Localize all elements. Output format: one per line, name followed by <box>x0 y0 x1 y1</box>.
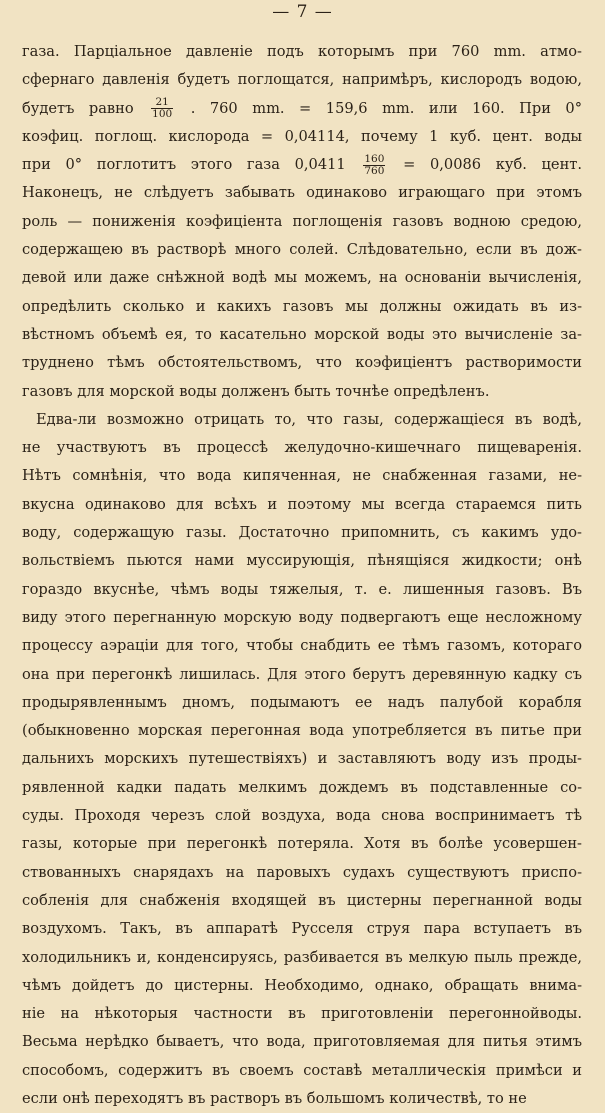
text-line: сфернаго давленія будетъ поглощатся, напримѣръ, кислородъ водою, <box>22 71 582 89</box>
text-line: она при перегонкѣ лишилась. Для этого берутъ деревянную кадку съ <box>22 665 582 683</box>
text-line: газа. Парціальное давленіе подъ которымъ при 760 mm. атмо- <box>22 43 582 60</box>
text-line: ствованныхъ снарядахъ на паровыхъ судахъ существуютъ приспо- <box>22 863 582 881</box>
text-line: чѣмъ дойдетъ до цистерны. Необходимо, однако, обращать внима- <box>22 976 582 994</box>
fraction-numerator: 160 <box>364 152 385 165</box>
text-line: продырявленнымъ дномъ, подымаютъ ее надъ палубой корабля <box>22 693 582 711</box>
text-line: ніе на нѣкоторыя частности въ приготовленіи перегоннойводы. <box>22 1005 582 1023</box>
text-line: Едва-ли возможно отрицать то, что газы, содержащіеся въ водѣ, <box>36 410 582 428</box>
text-line: процессу аэраціи для того, чтобы снабдить ее тѣмъ газомъ, котораго <box>22 637 582 655</box>
text-line: суды. Проходя черезъ слой воздуха, вода снова воспринимаетъ тѣ <box>22 807 582 825</box>
text-line: коэфиц. поглощ. кислорода = 0,04114, почему 1 куб. цент. воды <box>22 127 582 145</box>
line-segment: . 760 mm. = 159,6 mm. или 160. При 0° <box>190 99 582 117</box>
text-line: холодильникъ и, конденсируясь, разбивается въ мелкую пыль прежде, <box>22 948 582 966</box>
text-line: воду, содержащую газы. Достаточно припомнить, съ какимъ удо- <box>22 524 582 542</box>
text-line: (обыкновенно морская перегонная вода употребляется въ питье при <box>22 722 582 740</box>
text-line: вольствіемъ пьются нами муссирующія, пѣнящіяся жидкости; онѣ <box>22 552 582 570</box>
page-number: — 7 — <box>272 2 333 22</box>
text-line: гораздо вкуснѣе, чѣмъ воды тяжелыя, т. е. лишенныя газовъ. Въ <box>22 580 582 598</box>
fraction-numerator: 21 <box>151 97 173 109</box>
text-line: Нѣтъ сомнѣнія, что вода кипяченная, не снабженная газами, не- <box>22 467 582 485</box>
body-text <box>22 38 582 1113</box>
text-line: виду этого перегнанную морскую воду подвергаютъ еще несложному <box>22 608 582 626</box>
fraction <box>363 154 385 177</box>
text-line: содержащею въ растворѣ много солей. Слѣдовательно, если въ дож- <box>22 241 582 259</box>
line-segment: при 0° поглотитъ этого газа 0,0411 <box>22 156 346 174</box>
text-line: девой или даже снѣжной водѣ мы можемъ, на основаніи вычисленія, <box>22 269 582 287</box>
text-line <box>22 95 582 123</box>
fraction-denominator: 100 <box>152 108 173 121</box>
text-line: газы, которые при перегонкѣ потеряла. Хотя въ болѣе усовершен- <box>22 835 582 853</box>
text-line: Наконецъ, не слѣдуетъ забывать одинаково играющаго при этомъ <box>22 184 582 202</box>
text-line: если онѣ переходятъ въ растворъ въ большомъ количествѣ, то не <box>22 1089 527 1107</box>
text-line <box>22 151 582 179</box>
line-segment: будетъ равно <box>22 99 134 117</box>
text-line: роль — пониженія коэфиціента поглощенія газовъ водною средою, <box>22 212 582 230</box>
line-segment: = 0,0086 куб. цент. <box>403 156 582 174</box>
text-line: вкусна одинаково для всѣхъ и поэтому мы всегда стараемся пить <box>22 495 582 513</box>
fraction-denominator: 760 <box>364 164 385 177</box>
text-line: вѣстномъ объемѣ ея, то касательно морской воды это вычисленіе за- <box>22 325 582 343</box>
text-line: не участвуютъ въ процессѣ желудочно-кишечнаго пищеваренія. <box>22 439 582 457</box>
text-line: Весьма нерѣдко бываетъ, что вода, приготовляемая для питья этимъ <box>22 1033 582 1051</box>
text-line: рявленной кадки падать мелкимъ дождемъ въ подставленные со- <box>22 778 582 796</box>
text-line: способомъ, содержитъ въ своемъ составѣ металлическія примѣси и <box>22 1061 582 1079</box>
text-line: дальнихъ морскихъ путешествіяхъ) и заставляютъ воду изъ проды- <box>22 750 582 768</box>
fraction <box>151 97 173 120</box>
text-line: опредѣлить сколько и какихъ газовъ мы должны ожидать въ из- <box>22 297 582 315</box>
text-line: газовъ для морской воды долженъ быть точнѣе опредѣленъ. <box>22 382 490 400</box>
text-line: собленія для снабженія входящей въ цистерны перегнанной воды <box>22 891 582 909</box>
text-line: воздухомъ. Такъ, въ аппаратѣ Русселя струя пара вступаетъ въ <box>22 920 582 938</box>
text-line: труднено тѣмъ обстоятельствомъ, что коэфиціентъ растворимости <box>22 354 582 372</box>
